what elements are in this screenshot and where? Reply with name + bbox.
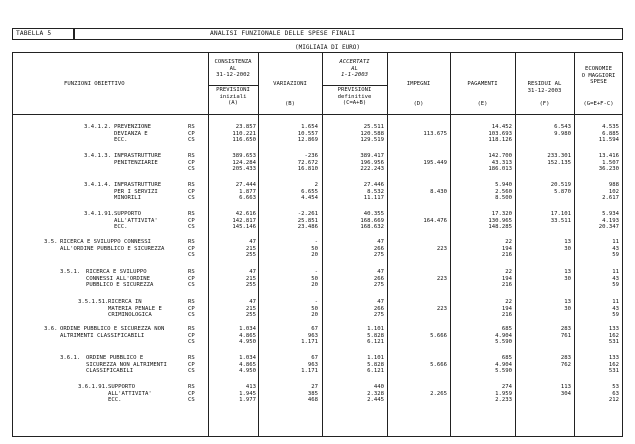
row-value-eco: 1.507 (602, 159, 619, 166)
row-value-cons: 4.950 (239, 339, 256, 346)
header-variazioni-code: (B) (284, 101, 296, 107)
row-type: CS (188, 137, 195, 144)
row-value-pag: 5.590 (495, 339, 512, 346)
row-value-res: 13 (564, 239, 571, 245)
row-value-pag: 186.013 (488, 166, 512, 173)
row-value-prev: 196.956 (360, 159, 384, 166)
row-value-var: 12.869 (297, 137, 318, 144)
row-type: RS (188, 153, 195, 159)
header-residui-code: (F) (539, 101, 550, 107)
row-value-eco: 102 (608, 188, 619, 195)
row-value-cons: 215 (245, 245, 256, 252)
row-type: CS (188, 224, 195, 231)
row-value-cons: 215 (245, 305, 256, 312)
row-value-pag: 2.560 (495, 188, 512, 195)
col-separator (450, 52, 451, 437)
row-type: CP (188, 130, 195, 137)
row-type: RS (188, 239, 195, 245)
row-value-pag: 130.965 (488, 217, 512, 224)
header-funzioni: FUNZIONI OBIETTIVO (64, 81, 125, 87)
row-value-var: 50 (311, 245, 318, 252)
col-separator (258, 52, 259, 437)
row-value-imp: 2.265 (430, 390, 447, 397)
row-code: 3.4.1.91. (84, 211, 115, 217)
row-value-cons: 1.034 (239, 326, 256, 332)
col-separator (574, 52, 575, 437)
row-value-var: -236 (304, 153, 318, 159)
row-value-pag: 4.904 (495, 332, 512, 339)
row-type: CP (188, 305, 195, 312)
row-value-var: 1.171 (301, 339, 318, 346)
row-code: 3.6. (44, 326, 58, 332)
row-value-cons: 4.865 (239, 361, 256, 368)
row-description: SUPPORTO (114, 211, 141, 217)
row-value-cons: 1.877 (239, 188, 256, 195)
row-value-prev: 129.519 (360, 137, 384, 144)
row-value-eco: 59 (612, 282, 619, 289)
row-description: RICERCA IN (108, 299, 142, 305)
row-type: CP (188, 361, 195, 368)
row-value-res: 33.511 (550, 217, 571, 224)
row-value-res: 9.980 (554, 130, 571, 137)
row-value-res: 13 (564, 299, 571, 305)
row-value-var: 963 (307, 332, 318, 339)
row-value-prev: 47 (377, 299, 384, 305)
row-value-pag: 685 (501, 326, 512, 332)
row-value-var: 385 (307, 390, 318, 397)
row-value-var: 2 (314, 182, 318, 188)
row-value-pag: 43.313 (491, 159, 512, 166)
row-value-pag: 22 (505, 299, 512, 305)
row-value-prev: 266 (373, 305, 384, 312)
row-description: ECC. (114, 224, 128, 231)
row-type: CS (188, 397, 195, 404)
row-value-var: 10.557 (297, 130, 318, 137)
row-value-prev: 47 (377, 239, 384, 245)
row-value-imp: 5.666 (430, 361, 447, 368)
row-value-cons: 1.945 (239, 390, 256, 397)
row-value-prev: 27.446 (363, 182, 384, 188)
row-value-prev: 168.632 (360, 224, 384, 231)
row-description: INFRASTRUTTURE (114, 153, 162, 159)
row-type: CP (188, 159, 195, 166)
row-value-imp: 223 (436, 245, 447, 252)
row-value-cons: 4.950 (239, 368, 256, 375)
row-value-cons: 42.616 (235, 211, 256, 217)
row-value-pag: 274 (501, 384, 512, 390)
col-separator (515, 52, 516, 437)
row-value-prev: 2.328 (367, 390, 384, 397)
row-description: ALL'ORDINE PUBBLICO E SICUREZZA (60, 245, 165, 252)
col-separator (322, 52, 323, 437)
row-value-eco: 6.885 (602, 130, 619, 137)
row-value-pag: 17.320 (491, 211, 512, 217)
row-value-var: 468 (307, 397, 318, 404)
row-description: PER I SERVIZI (114, 188, 158, 195)
row-value-eco: 5.934 (602, 211, 619, 217)
row-value-cons: 23.857 (235, 124, 256, 130)
row-value-prev: 8.532 (367, 188, 384, 195)
header-economie: ECONOMIE O MAGGIORI SPESE (581, 66, 616, 86)
row-value-res: 283 (560, 355, 571, 361)
row-description: ALTRIMENTI CLASSIFICABILI (60, 332, 145, 339)
row-value-cons: 255 (245, 282, 256, 289)
row-description: ECC. (114, 137, 128, 144)
row-value-var: 67 (311, 326, 318, 332)
row-value-eco: 11 (612, 239, 619, 245)
row-code: 3.4.1.2. (84, 124, 111, 130)
header-previsioni-definitive: PREVISIONI definitive (C=A+B) (322, 85, 387, 107)
row-value-cons: 255 (245, 252, 256, 259)
col-separator (387, 52, 388, 437)
row-value-pag: 194 (501, 275, 512, 282)
row-description: MINORILI (114, 195, 141, 202)
row-value-cons: 255 (245, 312, 256, 319)
row-value-prev: 266 (373, 275, 384, 282)
row-type: CP (188, 188, 195, 195)
row-value-res: 152.135 (547, 159, 571, 166)
row-value-pag: 685 (501, 355, 512, 361)
row-value-cons: 47 (249, 269, 256, 275)
row-description: SICUREZZA NON ALTRIMENTI (86, 361, 167, 368)
row-value-cons: 116.650 (232, 137, 256, 144)
row-value-pag: 216 (501, 252, 512, 259)
row-value-pag: 22 (505, 269, 512, 275)
row-value-var: 50 (311, 275, 318, 282)
header-pagamenti-code: (E) (477, 101, 488, 107)
row-value-eco: 63 (612, 390, 619, 397)
row-value-prev: 6.121 (367, 368, 384, 375)
row-value-cons: 413 (245, 384, 256, 390)
row-value-prev: 25.511 (363, 124, 384, 130)
row-value-pag: 118.126 (488, 137, 512, 144)
row-type: RS (188, 326, 195, 332)
row-value-eco: 531 (608, 339, 619, 346)
page-subtitle: (MIGLIAIA DI EURO) (295, 44, 361, 51)
row-type: RS (188, 355, 195, 361)
row-value-eco: 43 (612, 305, 619, 312)
row-description: PUBBLICO E SICUREZZA (86, 282, 154, 289)
row-value-eco: 133 (608, 326, 619, 332)
row-code: 3.4.1.3. (84, 153, 111, 159)
row-value-cons: 1.034 (239, 355, 256, 361)
row-value-cons: 124.284 (232, 159, 256, 166)
row-value-pag: 194 (501, 245, 512, 252)
row-value-var: - (314, 299, 318, 305)
row-value-prev: 1.101 (367, 326, 384, 332)
row-description: PREVENZIONE (114, 124, 152, 130)
row-value-res: 283 (560, 326, 571, 332)
row-value-var: 23.486 (297, 224, 318, 231)
row-value-eco: 212 (608, 397, 619, 404)
row-type: CS (188, 339, 195, 346)
row-value-res: 5.870 (554, 188, 571, 195)
row-value-eco: 20.347 (598, 224, 619, 231)
row-value-var: 27 (311, 384, 318, 390)
row-value-res: 30 (564, 305, 571, 312)
row-value-prev: 2.445 (367, 397, 384, 404)
row-value-eco: 59 (612, 252, 619, 259)
header-residui: RESIDUI AL 31-12-2003 (527, 81, 562, 94)
row-value-cons: 110.221 (232, 130, 256, 137)
row-value-var: 72.672 (297, 159, 318, 166)
header-impegni-code: (D) (413, 101, 424, 107)
row-type: CP (188, 217, 195, 224)
row-value-res: 20.519 (550, 182, 571, 188)
row-value-pag: 103.693 (488, 130, 512, 137)
row-type: RS (188, 299, 195, 305)
row-value-eco: 11.594 (598, 137, 619, 144)
row-value-eco: 36.230 (598, 166, 619, 173)
row-code: 3.6.1. (60, 355, 81, 361)
row-value-res: 762 (560, 361, 571, 368)
row-value-cons: 4.865 (239, 332, 256, 339)
row-value-eco: 53 (612, 384, 619, 390)
row-value-pag: 22 (505, 239, 512, 245)
row-description: MATERIA PENALE E (108, 305, 162, 312)
row-value-pag: 1.959 (495, 390, 512, 397)
header-variazioni: VARIAZIONI (273, 81, 307, 87)
row-value-imp: 164.476 (423, 217, 447, 224)
header-previsioni-iniziali: PREVISIONI iniziali (A) (208, 85, 258, 107)
row-value-imp: 223 (436, 305, 447, 312)
row-description: ORDINE PUBBLICO E SICUREZZA NON (60, 326, 165, 332)
row-description: CONNESSI ALL'ORDINE (86, 275, 150, 282)
row-value-res: 30 (564, 245, 571, 252)
row-value-pag: 194 (501, 305, 512, 312)
row-code: 3.5.1. (60, 269, 81, 275)
row-value-pag: 14.452 (491, 124, 512, 130)
row-value-var: 20 (311, 312, 318, 319)
row-value-prev: 40.355 (363, 211, 384, 217)
row-value-cons: 142.817 (232, 217, 256, 224)
row-value-pag: 5.940 (495, 182, 512, 188)
row-value-eco: 11 (612, 299, 619, 305)
row-value-res: 761 (560, 332, 571, 339)
row-value-res: 13 (564, 269, 571, 275)
row-value-eco: 2.617 (602, 195, 619, 202)
row-type: CP (188, 245, 195, 252)
row-type: CP (188, 332, 195, 339)
row-value-pag: 142.700 (488, 153, 512, 159)
row-value-imp: 8.430 (430, 188, 447, 195)
row-value-var: 16.810 (297, 166, 318, 173)
row-value-eco: 43 (612, 245, 619, 252)
row-description: CLASSIFICABILI (86, 368, 134, 375)
row-value-prev: 5.828 (367, 332, 384, 339)
row-value-prev: 440 (373, 384, 384, 390)
row-value-prev: 168.669 (360, 217, 384, 224)
row-value-eco: 43 (612, 275, 619, 282)
row-description: CRIMINOLOGICA (108, 312, 152, 319)
row-type: RS (188, 182, 195, 188)
row-description: PENITENZIARIE (114, 159, 158, 166)
row-type: RS (188, 211, 195, 217)
row-value-cons: 145.146 (232, 224, 256, 231)
row-value-var: 67 (311, 355, 318, 361)
row-value-var: 963 (307, 361, 318, 368)
row-code: 3.5. (44, 239, 58, 245)
row-value-var: - (314, 269, 318, 275)
row-value-prev: 120.588 (360, 130, 384, 137)
row-value-cons: 1.977 (239, 397, 256, 404)
row-value-prev: 275 (373, 252, 384, 259)
row-description: SUPPORTO (108, 384, 135, 390)
row-type: CS (188, 312, 195, 319)
header-pagamenti: PAGAMENTI (467, 81, 498, 87)
row-value-prev: 6.121 (367, 339, 384, 346)
row-type: RS (188, 124, 195, 130)
row-value-res: 233.301 (547, 153, 571, 159)
row-value-prev: 5.828 (367, 361, 384, 368)
header-separator (12, 114, 623, 115)
table-label: TABELLA 5 (16, 30, 52, 37)
row-value-res: 30 (564, 275, 571, 282)
row-description: ORDINE PUBBLICO E (86, 355, 144, 361)
row-value-eco: 11 (612, 269, 619, 275)
row-value-var: -2.261 (297, 211, 318, 217)
row-value-imp: 5.666 (430, 332, 447, 339)
row-value-imp: 195.449 (423, 159, 447, 166)
row-value-res: 113 (560, 384, 571, 390)
row-type: CP (188, 275, 195, 282)
header-accertati: ACCERTATI AL 1-1-2003 (339, 59, 370, 79)
row-value-var: 20 (311, 282, 318, 289)
row-value-cons: 47 (249, 299, 256, 305)
row-value-prev: 222.243 (360, 166, 384, 173)
row-type: CS (188, 252, 195, 259)
row-value-imp: 113.675 (423, 130, 447, 137)
row-type: CS (188, 282, 195, 289)
row-description: RICERCA E SVILUPPO CONNESSI (60, 239, 151, 245)
row-code: 3.4.1.4. (84, 182, 111, 188)
row-type: CS (188, 195, 195, 202)
row-value-eco: 133 (608, 355, 619, 361)
row-value-cons: 215 (245, 275, 256, 282)
row-value-pag: 216 (501, 282, 512, 289)
row-type: CS (188, 368, 195, 375)
row-description: ECC. (108, 397, 122, 404)
row-value-eco: 59 (612, 312, 619, 319)
row-value-eco: 162 (608, 332, 619, 339)
row-value-eco: 162 (608, 361, 619, 368)
row-value-var: 4.454 (301, 195, 318, 202)
row-value-prev: 11.117 (363, 195, 384, 202)
page-title: ANALISI FUNZIONALE DELLE SPESE FINALI (210, 30, 356, 37)
row-value-res: 6.543 (554, 124, 571, 130)
row-type: CP (188, 390, 195, 397)
row-value-pag: 216 (501, 312, 512, 319)
row-value-var: - (314, 239, 318, 245)
row-value-pag: 5.590 (495, 368, 512, 375)
col-separator (208, 52, 209, 437)
row-value-prev: 266 (373, 245, 384, 252)
row-value-prev: 1.101 (367, 355, 384, 361)
row-description: ALL'ATTIVITA' (114, 217, 158, 224)
row-value-eco: 988 (608, 182, 619, 188)
row-value-var: 25.851 (297, 217, 318, 224)
row-value-pag: 148.285 (488, 224, 512, 231)
row-value-prev: 389.417 (360, 153, 384, 159)
row-code: 3.5.1.51. (78, 299, 109, 305)
row-value-pag: 2.233 (495, 397, 512, 404)
row-description: DEVIANZA E (114, 130, 148, 137)
row-value-cons: 27.444 (235, 182, 256, 188)
row-value-eco: 531 (608, 368, 619, 375)
row-value-var: 50 (311, 305, 318, 312)
row-value-res: 304 (560, 390, 571, 397)
row-description: ALL'ATTIVITA' (108, 390, 152, 397)
row-value-cons: 205.433 (232, 166, 256, 173)
row-type: RS (188, 384, 195, 390)
row-value-prev: 47 (377, 269, 384, 275)
header-impegni: IMPEGNI (406, 81, 431, 87)
row-value-pag: 4.904 (495, 361, 512, 368)
row-type: RS (188, 269, 195, 275)
row-value-var: 20 (311, 252, 318, 259)
row-description: INFRASTRUTTURE (114, 182, 162, 188)
row-value-cons: 47 (249, 239, 256, 245)
row-value-cons: 6.663 (239, 195, 256, 202)
row-value-prev: 275 (373, 312, 384, 319)
row-value-prev: 275 (373, 282, 384, 289)
row-code: 3.6.1.91. (78, 384, 109, 390)
row-value-cons: 389.653 (232, 153, 256, 159)
row-value-imp: 223 (436, 275, 447, 282)
header-consistenza: CONSISTENZA AL 31-12-2002 (214, 59, 252, 79)
row-value-var: 1.654 (301, 124, 318, 130)
row-value-var: 6.655 (301, 188, 318, 195)
row-value-res: 17.101 (550, 211, 571, 217)
row-value-eco: 13.416 (598, 153, 619, 159)
row-value-eco: 4.535 (602, 124, 619, 130)
row-value-var: 1.171 (301, 368, 318, 375)
row-value-pag: 8.500 (495, 195, 512, 202)
header-economie-code: (G=E+F-C) (583, 101, 614, 107)
row-description: RICERCA E SVILUPPO (86, 269, 147, 275)
row-type: CS (188, 166, 195, 173)
row-value-eco: 4.193 (602, 217, 619, 224)
